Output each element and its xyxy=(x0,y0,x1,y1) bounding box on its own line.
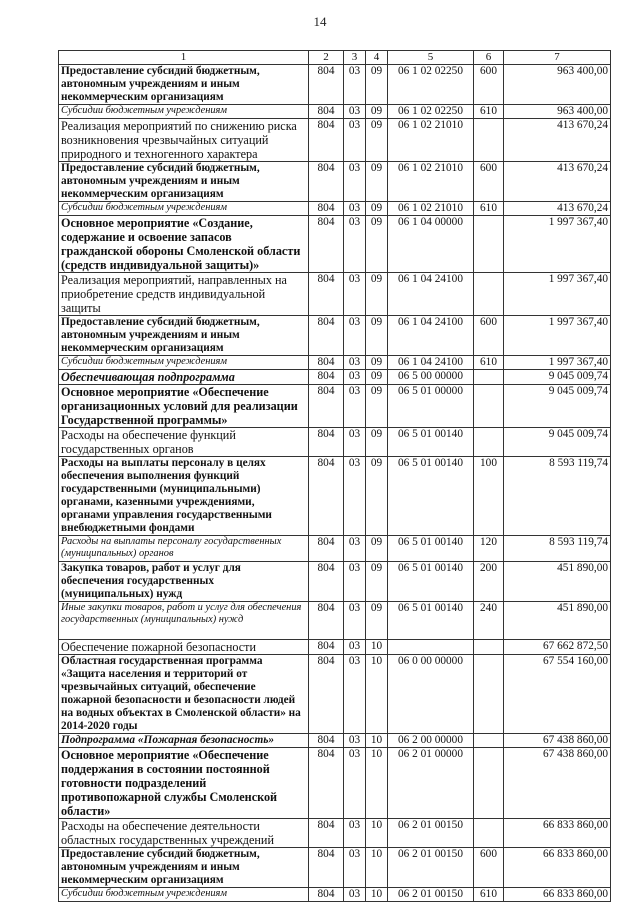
amount-cell: 8 593 119,74 xyxy=(504,535,611,561)
expense-type-cell: 600 xyxy=(474,161,504,201)
target-article-cell: 06 2 01 00150 xyxy=(388,848,474,888)
row-name-cell: Иные закупки товаров, работ и услуг для обеспечения государственных (муниципальных) нужд xyxy=(59,601,309,639)
section-code-cell: 03 xyxy=(344,104,366,118)
row-name-cell: Расходы на выплаты персоналу в целях обеспечения выполнения функций государственными (муниципальными) органами, казенными учреждениями, органами управления государственными внебюджетными фондами xyxy=(59,457,309,536)
expense-type-cell: 600 xyxy=(474,64,504,104)
section-code-cell: 03 xyxy=(344,161,366,201)
expense-type-cell xyxy=(474,384,504,427)
row-name-cell: Основное мероприятие «Обеспечение поддержания в состоянии постоянной готовности подразделений противопожарной службы Смоленской области» xyxy=(59,747,309,818)
amount-cell: 9 045 009,74 xyxy=(504,427,611,456)
amount-cell: 67 662 872,50 xyxy=(504,639,611,654)
row-name-cell: Расходы на выплаты персоналу государственных (муниципальных) органов xyxy=(59,535,309,561)
target-article-cell: 06 5 01 00140 xyxy=(388,457,474,536)
subsection-code-cell: 09 xyxy=(366,201,388,215)
ministry-code-cell: 804 xyxy=(309,355,344,369)
subsection-code-cell: 09 xyxy=(366,161,388,201)
expense-type-cell xyxy=(474,654,504,733)
table-row xyxy=(59,355,611,369)
expense-type-cell: 600 xyxy=(474,848,504,888)
expense-type-cell: 610 xyxy=(474,355,504,369)
section-code-cell: 03 xyxy=(344,384,366,427)
target-article-cell: 06 1 02 02250 xyxy=(388,64,474,104)
table-body xyxy=(59,64,611,901)
amount-cell: 67 438 860,00 xyxy=(504,733,611,747)
section-code-cell: 03 xyxy=(344,888,366,902)
subsection-code-cell: 10 xyxy=(366,818,388,847)
amount-cell: 66 833 860,00 xyxy=(504,818,611,847)
column-header: 6 xyxy=(474,51,504,65)
target-article-cell: 06 1 02 21010 xyxy=(388,161,474,201)
target-article-cell: 06 2 01 00150 xyxy=(388,818,474,847)
subsection-code-cell: 09 xyxy=(366,427,388,456)
amount-cell: 9 045 009,74 xyxy=(504,369,611,384)
ministry-code-cell: 804 xyxy=(309,888,344,902)
subsection-code-cell: 10 xyxy=(366,654,388,733)
section-code-cell: 03 xyxy=(344,215,366,272)
row-name-cell: Основное мероприятие «Создание, содержание и освоение запасов гражданской обороны Смоленской области (средств индивидуальной защиты)» xyxy=(59,215,309,272)
target-article-cell: 06 1 04 24100 xyxy=(388,355,474,369)
section-code-cell: 03 xyxy=(344,601,366,639)
row-name-cell: Областная государственная программа «Защита населения и территорий от чрезвычайных ситуаций, обеспечение пожарной безопасности и безопасности людей на водных объектах в Смоленской области» на 2014-2020 годы xyxy=(59,654,309,733)
ministry-code-cell: 804 xyxy=(309,457,344,536)
row-name-cell: Предоставление субсидий бюджетным, автономным учреждениям и иным некоммерческим организациям xyxy=(59,848,309,888)
ministry-code-cell: 804 xyxy=(309,161,344,201)
ministry-code-cell: 804 xyxy=(309,601,344,639)
amount-cell: 413 670,24 xyxy=(504,201,611,215)
table-header-row xyxy=(59,51,611,65)
ministry-code-cell: 804 xyxy=(309,747,344,818)
subsection-code-cell: 09 xyxy=(366,535,388,561)
subsection-code-cell: 10 xyxy=(366,747,388,818)
table-row xyxy=(59,561,611,601)
target-article-cell: 06 5 01 00140 xyxy=(388,561,474,601)
section-code-cell: 03 xyxy=(344,201,366,215)
amount-cell: 67 438 860,00 xyxy=(504,747,611,818)
page-number: 14 xyxy=(313,14,327,29)
table-row xyxy=(59,733,611,747)
target-article-cell: 06 1 02 21010 xyxy=(388,118,474,161)
table-row xyxy=(59,747,611,818)
table-row xyxy=(59,457,611,536)
row-name-cell: Реализация мероприятий по снижению риска возникновения чрезвычайных ситуаций природного и техногенного характера xyxy=(59,118,309,161)
table-row xyxy=(59,215,611,272)
ministry-code-cell: 804 xyxy=(309,215,344,272)
column-header: 2 xyxy=(309,51,344,65)
row-name-cell: Обеспечение пожарной безопасности xyxy=(59,639,309,654)
expense-type-cell xyxy=(474,272,504,315)
section-code-cell: 03 xyxy=(344,535,366,561)
row-name-cell: Субсидии бюджетным учреждениям xyxy=(59,104,309,118)
row-name-cell: Подпрограмма «Пожарная безопасность» xyxy=(59,733,309,747)
table-row xyxy=(59,384,611,427)
table-row xyxy=(59,535,611,561)
target-article-cell: 06 1 04 00000 xyxy=(388,215,474,272)
ministry-code-cell: 804 xyxy=(309,118,344,161)
row-name-cell: Предоставление субсидий бюджетным, автономным учреждениям и иным некоммерческим организациям xyxy=(59,64,309,104)
amount-cell: 451 890,00 xyxy=(504,561,611,601)
subsection-code-cell: 10 xyxy=(366,639,388,654)
row-name-cell: Субсидии бюджетным учреждениям xyxy=(59,355,309,369)
amount-cell: 1 997 367,40 xyxy=(504,315,611,355)
target-article-cell: 06 5 01 00140 xyxy=(388,535,474,561)
section-code-cell: 03 xyxy=(344,747,366,818)
subsection-code-cell: 09 xyxy=(366,104,388,118)
amount-cell: 66 833 860,00 xyxy=(504,848,611,888)
budget-table xyxy=(58,50,611,902)
column-header: 7 xyxy=(504,51,611,65)
section-code-cell: 03 xyxy=(344,733,366,747)
row-name-cell: Реализация мероприятий, направленных на приобретение средств индивидуальной защиты xyxy=(59,272,309,315)
ministry-code-cell: 804 xyxy=(309,654,344,733)
subsection-code-cell: 09 xyxy=(366,561,388,601)
table-row xyxy=(59,639,611,654)
expense-type-cell xyxy=(474,639,504,654)
row-name-cell: Основное мероприятие «Обеспечение организационных условий для реализации Государственной программы» xyxy=(59,384,309,427)
table-row xyxy=(59,315,611,355)
amount-cell: 451 890,00 xyxy=(504,601,611,639)
table-row xyxy=(59,818,611,847)
target-article-cell: 06 2 01 00150 xyxy=(388,888,474,902)
amount-cell: 66 833 860,00 xyxy=(504,888,611,902)
section-code-cell: 03 xyxy=(344,427,366,456)
subsection-code-cell: 09 xyxy=(366,369,388,384)
expense-type-cell xyxy=(474,369,504,384)
expense-type-cell: 200 xyxy=(474,561,504,601)
section-code-cell: 03 xyxy=(344,848,366,888)
row-name-cell: Предоставление субсидий бюджетным, автономным учреждениям и иным некоммерческим организациям xyxy=(59,161,309,201)
target-article-cell xyxy=(388,639,474,654)
ministry-code-cell: 804 xyxy=(309,315,344,355)
ministry-code-cell: 804 xyxy=(309,201,344,215)
section-code-cell: 03 xyxy=(344,369,366,384)
section-code-cell: 03 xyxy=(344,561,366,601)
section-code-cell: 03 xyxy=(344,457,366,536)
table-row xyxy=(59,888,611,902)
expense-type-cell xyxy=(474,118,504,161)
expense-type-cell xyxy=(474,733,504,747)
subsection-code-cell: 09 xyxy=(366,355,388,369)
table-row xyxy=(59,118,611,161)
section-code-cell: 03 xyxy=(344,818,366,847)
column-header: 1 xyxy=(59,51,309,65)
section-code-cell: 03 xyxy=(344,118,366,161)
ministry-code-cell: 804 xyxy=(309,272,344,315)
target-article-cell: 06 1 02 02250 xyxy=(388,104,474,118)
row-name-cell: Закупка товаров, работ и услуг для обеспечения государственных (муниципальных) нужд xyxy=(59,561,309,601)
section-code-cell: 03 xyxy=(344,315,366,355)
subsection-code-cell: 09 xyxy=(366,215,388,272)
subsection-code-cell: 09 xyxy=(366,315,388,355)
amount-cell: 67 554 160,00 xyxy=(504,654,611,733)
target-article-cell: 06 0 00 00000 xyxy=(388,654,474,733)
expense-type-cell: 240 xyxy=(474,601,504,639)
row-name-cell: Субсидии бюджетным учреждениям xyxy=(59,201,309,215)
ministry-code-cell: 804 xyxy=(309,848,344,888)
amount-cell: 413 670,24 xyxy=(504,118,611,161)
subsection-code-cell: 09 xyxy=(366,384,388,427)
row-name-cell: Субсидии бюджетным учреждениям xyxy=(59,888,309,902)
amount-cell: 1 997 367,40 xyxy=(504,215,611,272)
section-code-cell: 03 xyxy=(344,639,366,654)
expense-type-cell xyxy=(474,427,504,456)
subsection-code-cell: 09 xyxy=(366,601,388,639)
amount-cell: 413 670,24 xyxy=(504,161,611,201)
ministry-code-cell: 804 xyxy=(309,535,344,561)
table-row xyxy=(59,201,611,215)
section-code-cell: 03 xyxy=(344,272,366,315)
expense-type-cell xyxy=(474,747,504,818)
amount-cell: 1 997 367,40 xyxy=(504,272,611,315)
table-row xyxy=(59,369,611,384)
table-row xyxy=(59,64,611,104)
amount-cell: 963 400,00 xyxy=(504,64,611,104)
table-row xyxy=(59,161,611,201)
expense-type-cell: 610 xyxy=(474,201,504,215)
amount-cell: 1 997 367,40 xyxy=(504,355,611,369)
target-article-cell: 06 5 01 00000 xyxy=(388,384,474,427)
section-code-cell: 03 xyxy=(344,355,366,369)
subsection-code-cell: 09 xyxy=(366,118,388,161)
expense-type-cell xyxy=(474,818,504,847)
expense-type-cell: 120 xyxy=(474,535,504,561)
subsection-code-cell: 09 xyxy=(366,64,388,104)
amount-cell: 963 400,00 xyxy=(504,104,611,118)
target-article-cell: 06 2 01 00000 xyxy=(388,747,474,818)
ministry-code-cell: 804 xyxy=(309,104,344,118)
subsection-code-cell: 10 xyxy=(366,848,388,888)
target-article-cell: 06 5 01 00140 xyxy=(388,427,474,456)
amount-cell: 9 045 009,74 xyxy=(504,384,611,427)
row-name-cell: Расходы на обеспечение деятельности областных государственных учреждений xyxy=(59,818,309,847)
ministry-code-cell: 804 xyxy=(309,639,344,654)
ministry-code-cell: 804 xyxy=(309,733,344,747)
table-row xyxy=(59,272,611,315)
subsection-code-cell: 09 xyxy=(366,272,388,315)
target-article-cell: 06 1 02 21010 xyxy=(388,201,474,215)
ministry-code-cell: 804 xyxy=(309,427,344,456)
subsection-code-cell: 10 xyxy=(366,888,388,902)
ministry-code-cell: 804 xyxy=(309,561,344,601)
column-header: 4 xyxy=(366,51,388,65)
column-header: 3 xyxy=(344,51,366,65)
target-article-cell: 06 5 00 00000 xyxy=(388,369,474,384)
table-row xyxy=(59,848,611,888)
table-row xyxy=(59,601,611,639)
column-header: 5 xyxy=(388,51,474,65)
ministry-code-cell: 804 xyxy=(309,369,344,384)
amount-cell: 8 593 119,74 xyxy=(504,457,611,536)
target-article-cell: 06 1 04 24100 xyxy=(388,315,474,355)
row-name-cell: Обеспечивающая подпрограмма xyxy=(59,369,309,384)
expense-type-cell: 610 xyxy=(474,888,504,902)
expense-type-cell: 600 xyxy=(474,315,504,355)
subsection-code-cell: 09 xyxy=(366,457,388,536)
expense-type-cell: 100 xyxy=(474,457,504,536)
ministry-code-cell: 804 xyxy=(309,64,344,104)
expense-type-cell: 610 xyxy=(474,104,504,118)
subsection-code-cell: 10 xyxy=(366,733,388,747)
target-article-cell: 06 1 04 24100 xyxy=(388,272,474,315)
ministry-code-cell: 804 xyxy=(309,384,344,427)
row-name-cell: Предоставление субсидий бюджетным, автономным учреждениям и иным некоммерческим организациям xyxy=(59,315,309,355)
ministry-code-cell: 804 xyxy=(309,818,344,847)
table-row xyxy=(59,104,611,118)
expense-type-cell xyxy=(474,215,504,272)
section-code-cell: 03 xyxy=(344,654,366,733)
target-article-cell: 06 5 01 00140 xyxy=(388,601,474,639)
row-name-cell: Расходы на обеспечение функций государственных органов xyxy=(59,427,309,456)
table-row xyxy=(59,654,611,733)
target-article-cell: 06 2 00 00000 xyxy=(388,733,474,747)
table-row xyxy=(59,427,611,456)
section-code-cell: 03 xyxy=(344,64,366,104)
